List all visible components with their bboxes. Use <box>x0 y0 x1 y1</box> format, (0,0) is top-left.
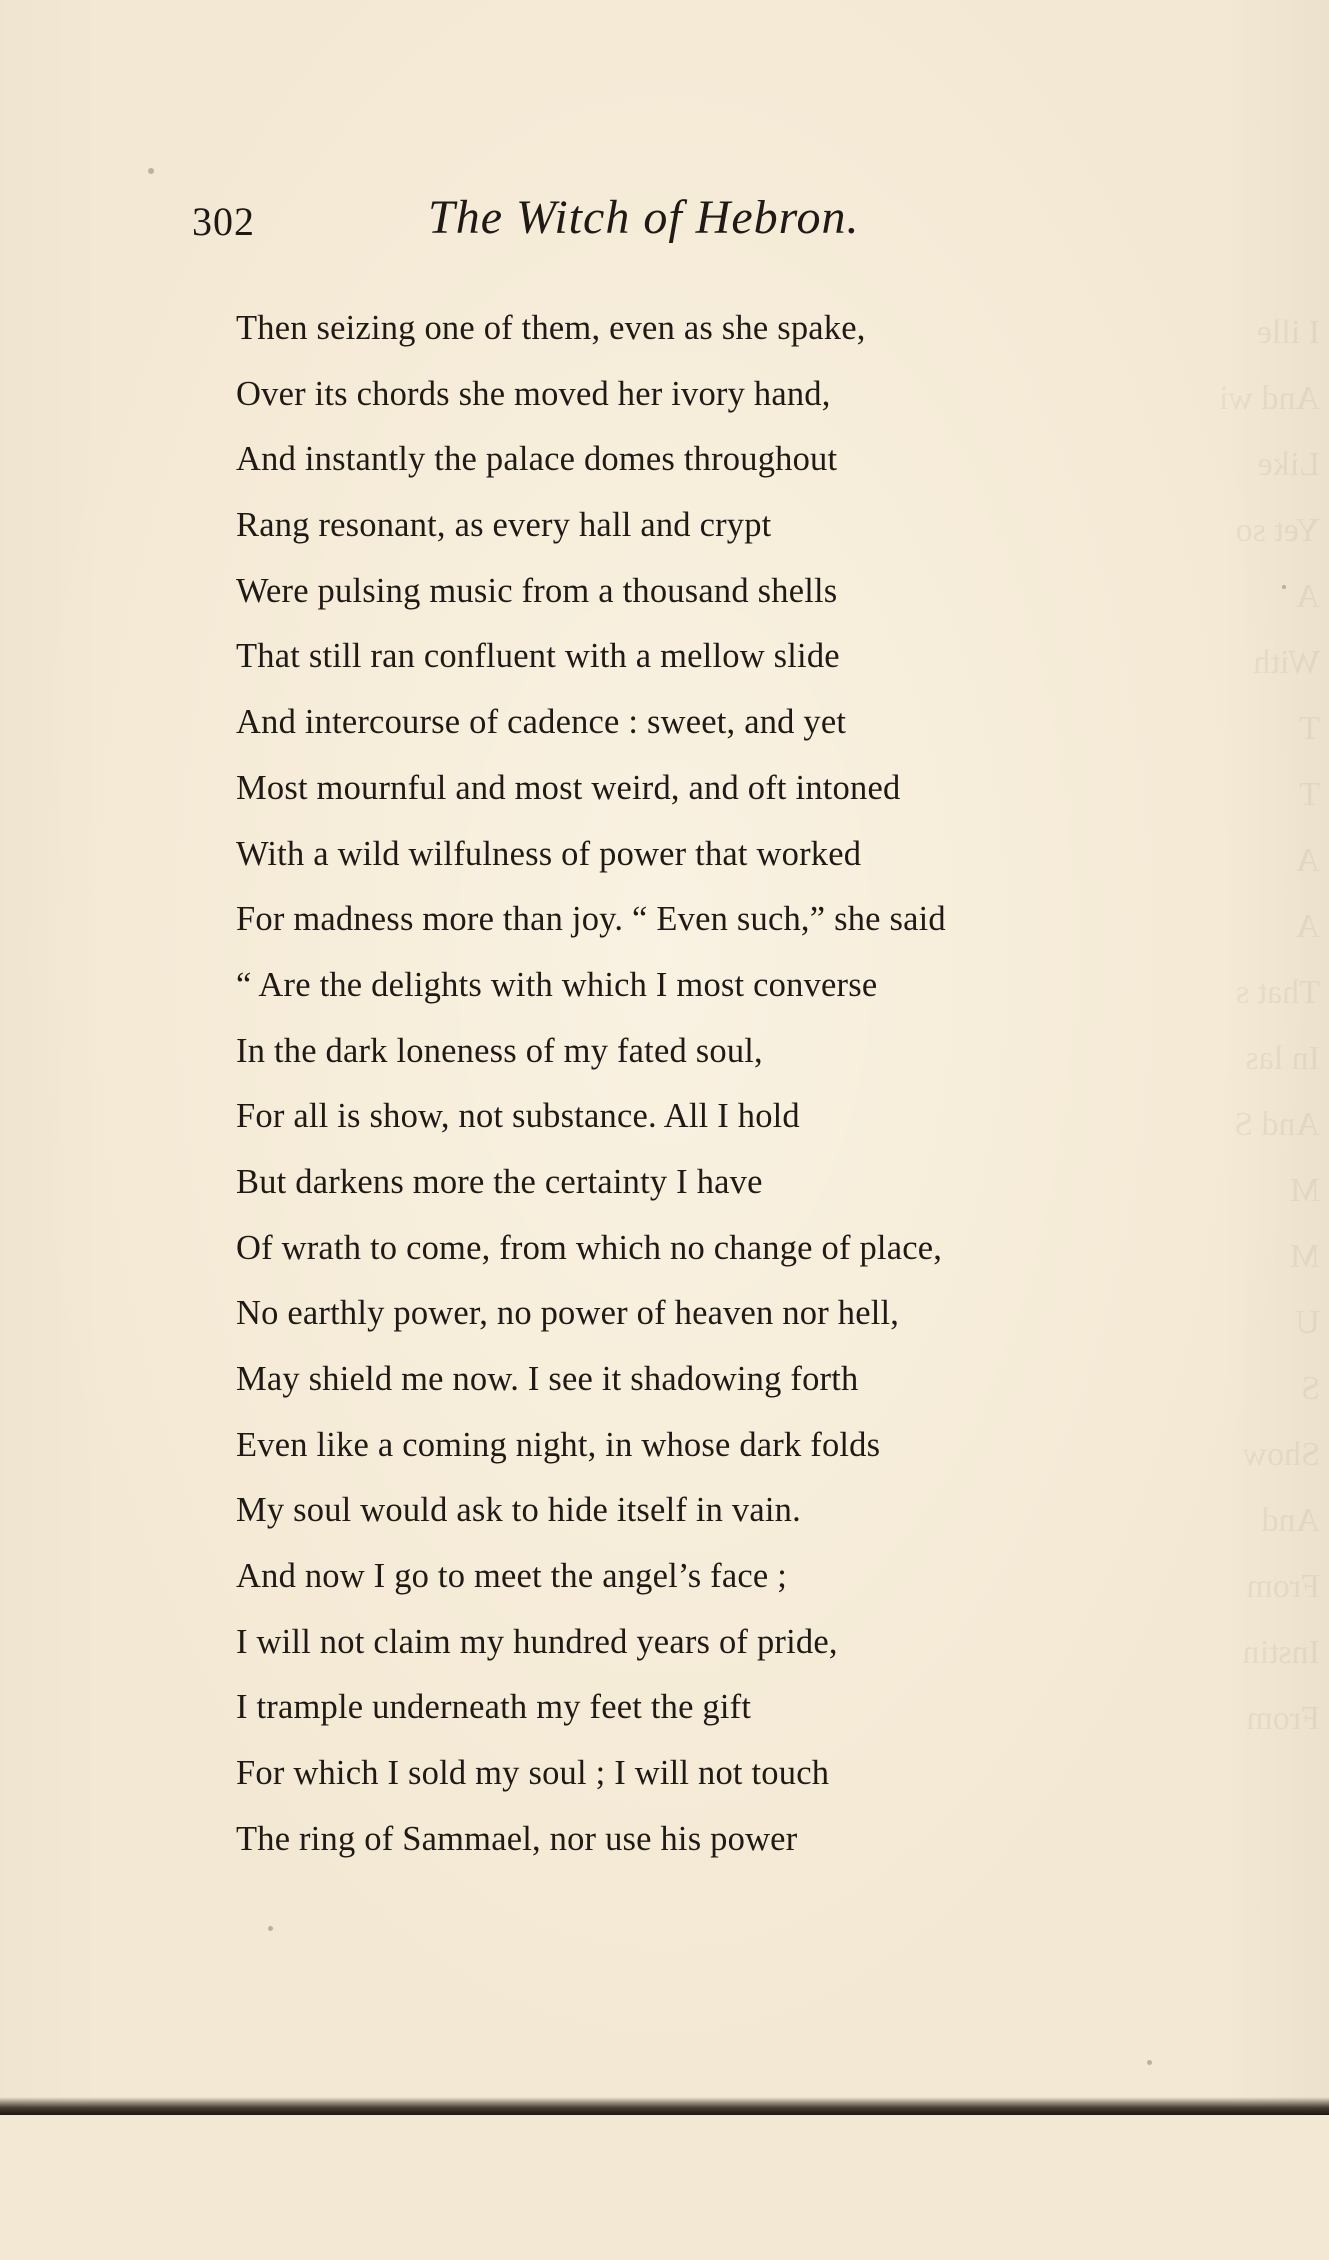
poem-line: No earthly power, no power of heaven nor hell, <box>236 1294 900 1333</box>
page-number: 302 <box>192 199 255 244</box>
poem-line: Of wrath to come, from which no change of place, <box>236 1228 943 1267</box>
poem-line: And instantly the palace domes throughout <box>236 440 838 479</box>
poem-line: The ring of Sammael, nor use his power <box>236 1819 798 1858</box>
poem-line: May shield me now. I see it shadowing forth <box>236 1360 859 1398</box>
poem-line: Then seizing one of them, even as she spake, <box>236 309 866 347</box>
paper-speck <box>148 168 154 174</box>
running-head <box>190 190 950 260</box>
running-title: The Witch of Hebron. <box>428 191 860 244</box>
bleed-through-text: I ille And wi Like Yet so A With T T A A That s In las And S M M U S Show And From Instin From <box>1218 314 1320 1737</box>
paper-speck <box>1147 2060 1152 2065</box>
poem-line: With a wild wilfulness of power that worked <box>236 834 862 873</box>
page-bottom-edge <box>0 2097 1329 2115</box>
poem-line: Even like a coming night, in whose dark folds <box>236 1425 881 1464</box>
poem-line: Rang resonant, as every hall and crypt <box>236 506 772 545</box>
poem-line: Were pulsing music from a thousand shells <box>236 571 838 610</box>
poem-body <box>236 296 1196 1873</box>
paper-speck <box>268 1926 273 1931</box>
poem-line: For which I sold my soul ; I will not touch <box>236 1754 830 1793</box>
poem-line: In the dark loneness of my fated soul, <box>236 1031 763 1070</box>
paper-speck <box>1282 585 1286 589</box>
poem-line: But darkens more the certainty I have <box>236 1162 763 1201</box>
poem-line: For all is show, not substance. All I hold <box>236 1097 800 1136</box>
poem-line: For madness more than joy. “ Even such,” she said <box>236 900 946 939</box>
poem-line: My soul would ask to hide itself in vain. <box>236 1491 801 1530</box>
poem-line: Most mournful and most weird, and oft intoned <box>236 768 901 807</box>
poem-line: That still ran confluent with a mellow slide <box>236 637 840 676</box>
poem-line: I will not claim my hundred years of pride, <box>236 1622 838 1661</box>
poem-line: “ Are the delights with which I most converse <box>236 965 878 1004</box>
poem-line: And now I go to meet the angel’s face ; <box>236 1557 788 1596</box>
poem-line: Over its chords she moved her ivory hand, <box>236 374 831 413</box>
poem-line: I trample underneath my feet the gift <box>236 1688 752 1727</box>
poem-line: And intercourse of cadence : sweet, and yet <box>236 703 847 742</box>
